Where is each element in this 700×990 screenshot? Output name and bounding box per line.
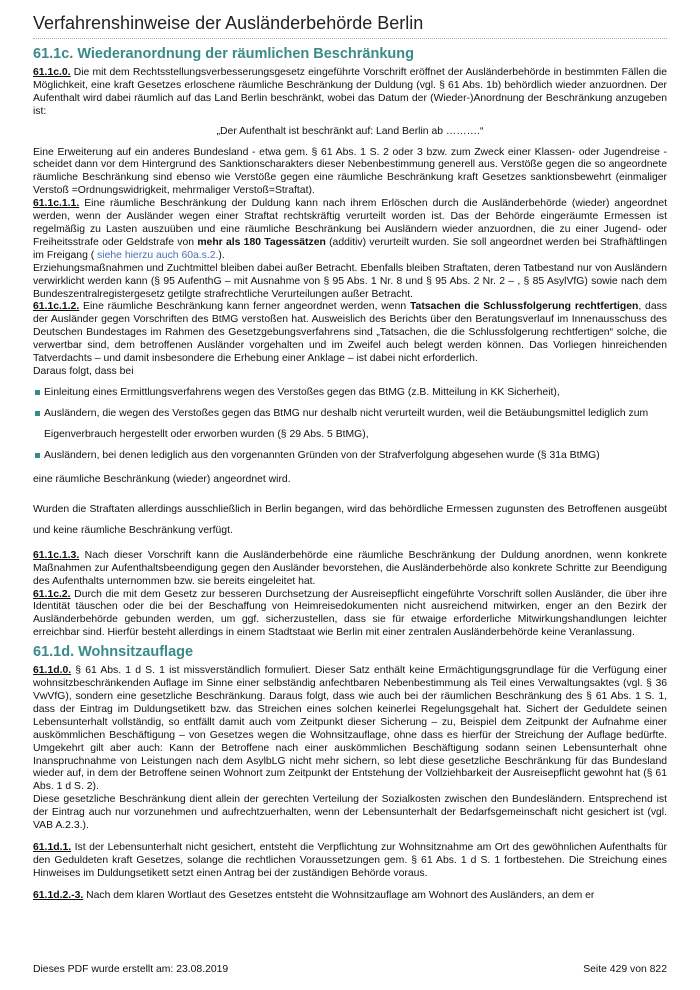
square-bullet-icon (35, 390, 40, 395)
list-item: Ausländern, die wegen des Verstoßes gegen das BtMG nur deshalb nicht verurteilt wurden, weil die Betäubungsmittel lediglich zum Eigenverbrauch hergestellt oder erworben wurden (§ 29 Abs. 5 BtMG), (33, 403, 667, 445)
paragraph-ref: 61.1c.1.1. (33, 198, 80, 210)
section-heading-61-1d: 61.1d. Wohnsitzauflage (33, 644, 194, 661)
cross-reference-link[interactable]: siehe hierzu auch 60a.s.2. (97, 249, 219, 261)
paragraph-text: (additiv) verurteilt wurden. Sie soll angeordnet werden bei Strafhäftlingen im Freigang ( (33, 236, 667, 261)
paragraph-ref: 61.1c.0. (33, 67, 71, 78)
list-item: Ausländern, bei denen lediglich aus den vorgenannten Gründen von der Strafverfolgung abgesehen wurde (§ 31a BtMG) (33, 445, 667, 466)
creation-date: Dieses PDF wurde erstellt am: 23.08.2019 (33, 964, 229, 975)
paragraph-61-1c-1-1 (33, 198, 667, 263)
paragraph-text: Die mit dem Rechtsstellungsverbesserungsgesetz eingeführte Vorschrift eröffnet der Ausländerbehörde in bestimmten Fällen die Möglichkeit, eine kraft Gesetzes erloschene räumliche Beschränkung der Duldung (vgl. § 61 Abs. 1b) behördlich wieder anzuordnen. Der Aufenthalt wird dabei räumlich auf das Land Berlin beschränkt, wobei das Datum der (Wieder-)Anordnung der Beschränkung anzugeben ist: (33, 67, 667, 117)
document-title: Verfahrenshinweise der Ausländerbehörde Berlin (33, 13, 424, 33)
paragraph-61-1d-1 (33, 842, 667, 881)
page-footer (33, 964, 667, 975)
page-number: Seite 429 von 822 (583, 964, 667, 975)
paragraph-text: ). (218, 249, 225, 261)
paragraph-text: , dass der Ausländer gegen Vorschriften des BtMG verstoßen hat. Ausweislich des Berichts über den Beratungsverlauf im Innenausschuss des Deutschen Bundestages im Rahmen des Gesetzgebungsverfahrens sind „Tatsachen, die die Schlussfolgerung rechtfertigen“ solche, die verwertbar sind, dem betroffenen Ausländer vorgehalten und im Zweifel auch belegt werden können. Das Vorliegen hinreichenden Tatverdachts – und damit insbesondere die Erhebung einer Anklage – ist dabei nicht erforderlich. (33, 301, 668, 365)
paragraph-text: Durch die mit dem Gesetz zur besseren Durchsetzung der Ausreisepflicht eingeführte Vorschrift sollen Ausländer, die über ihre Identität täuschen oder die bei der Beschaffung von Heimreisedokumenten nicht ausreichend mitwirken, enger an den Bezirk der Ausländerbehörde gebunden werden, um ggf. sicherzustellen, dass sie für etwaige erforderliche Mitwirkungshandlungen leichter erreichbar sind. Hierfür besteht allerdings in einem Stadtstaat wie Berlin mit einer zentralen Ausländerbehörde keine Veranlassung. (33, 588, 667, 639)
paragraph-daraus-folgt: Daraus folgt, dass bei (33, 365, 134, 377)
quote-line: „Der Aufenthalt ist beschränkt auf: Land Berlin ab ……….“ (216, 125, 484, 137)
paragraph-text: Ist der Lebensunterhalt nicht gesichert, entsteht die Verpflichtung zur Wohnsitznahme am Ort des gewöhnlichen Aufenthalts für den Geduldeten kraft Gesetzes, solange die rechtlichen Voraussetzungen gem. § 61 Abs. 1 d S. 1 fortbestehen. Die Streichung eines Hinweises im Duldungsetikett setzt einen Antrag bei der zuständigen Behörde voraus. (33, 841, 667, 879)
paragraph-61-1c-1-3 (33, 550, 667, 589)
paragraph-text: Eine räumliche Beschränkung kann ferner angeordnet werden, wenn (79, 301, 410, 313)
bold-text: mehr als 180 Tagessätzen (197, 236, 326, 248)
paragraph-ref: 61.1d.2.-3. (33, 889, 84, 901)
paragraph-erweiterung: Eine Erweiterung auf ein anderes Bundesland - etwa gem. § 61 Abs. 1 S. 2 oder 3 bzw. zum Zweck einer Klassen- oder Jugendreise - scheidet dann vor dem Hintergrund des Sanktionscharakters dieser Nebenbestimmung generell aus. Verstöße gegen die so angeordnete räumliche Beschränkung sind ebenso wie Verstöße gegen eine räumliche Beschränkung kraft Gesetzes sanktionsbewehrt (einmaliger Verstoß =Ordnungswidrigkeit, mehrmaliger Verstoß=Straftat). (33, 146, 667, 197)
bullet-list (33, 382, 667, 466)
paragraph-ref: 61.1c.2. (33, 588, 71, 600)
paragraph-text: Nach dieser Vorschrift kann die Ausländerbehörde eine räumliche Beschränkung der Duldung anordnen, wenn konkrete Maßnahmen zur Aufenthaltsbeendigung gegen den Ausländer bevorstehen, die Ausländerbehörde also konkrete Schritte zur Beendigung des Aufenthalts unternommen bzw. sie bereits eingeleitet hat. (33, 549, 667, 587)
paragraph-ref: 61.1d.1. (33, 841, 72, 853)
paragraph-61-1c-0 (33, 67, 667, 119)
section-heading-61-1c: 61.1c. Wiederanordnung der räumlichen Beschränkung (33, 46, 414, 62)
paragraph-61-1d-0 (33, 665, 667, 794)
paragraph-anordnung: eine räumliche Beschränkung (wieder) angeordnet wird. (33, 473, 291, 485)
paragraph-61-1d-2-3 (33, 890, 667, 903)
paragraph-text: Nach dem klaren Wortlaut des Gesetzes entsteht die Wohnsitzauflage am Wohnort des Ausländers, an dem er (83, 889, 595, 901)
paragraph-61-1c-2 (33, 589, 667, 641)
square-bullet-icon (35, 453, 40, 458)
list-item: Einleitung eines Ermittlungsverfahrens wegen des Verstoßes gegen das BtMG (z.B. Mitteilung in KK Sicherheit), (33, 382, 667, 403)
paragraph-berlin-straftaten: Wurden die Straftaten allerdings ausschließlich in Berlin begangen, wird das behördliche Ermessen zugunsten des Betroffenen ausgeübt und keine räumliche Beschränkung verfügt. (33, 503, 667, 536)
bold-text: Tatsachen die Schlussfolgerung rechtfertigen (409, 301, 639, 313)
paragraph-erziehungsmassnahmen: Erziehungsmaßnahmen und Zuchtmittel bleiben dabei außer Betracht. Ebenfalls bleiben Straftaten, deren Tatbestand nur von Ausländern verwirklicht werden kann (§ 95 AufenthG – mit Ausnahme von § 95 Abs. 1 Nr. 8 und § 95 Abs. 2 Nr. 2 – , § 85 AsylVfG) sowie nach dem Bundeszentralregistergesetz getilgte strafrechtliche Verurteilungen außer Betracht. (33, 262, 667, 300)
square-bullet-icon (35, 411, 40, 416)
paragraph-ref: 61.1c.1.2. (33, 301, 80, 313)
paragraph-text: Eine räumliche Beschränkung der Duldung kann nach ihrem Erlöschen durch die Ausländerbehörde (wieder) angeordnet werden, wenn der Ausländer wegen einer Straftat rechtskräftig verurteilt worden ist. Das der Behörde eingeräumte Ermessen ist regelmäßig zu Lasten auszuüben und eine räumliche Beschränkung bei Ausländern wieder anzuordnen, die zu einer Jugend- oder Freiheitsstrafe oder Geldstrafe von (33, 198, 667, 248)
title-divider (33, 38, 667, 39)
paragraph-text: § 61 Abs. 1 d S. 1 ist missverständlich formuliert. Dieser Satz enthält keine Ermächtigungsgrundlage für die Verfügung einer wohnsitzbeschränkenden Auflage im Sinne einer selbständig anfechtbaren Nebenbestimmung als Teil eines Verwaltungsaktes (vgl. § 36 VwVfG), sondern eine gesetzliche Beschränkung. Daraus folgt, dass wie auch bei der räumlichen Beschränkung des § 61 Abs. 1 S. 1, dass der Eintrag im Duldungsetikett bzw. das Streichen eines solchen keinerlei Regelungsgehalt hat. Sichert der Geduldete seinen Lebensunterhalt vollständig, so entfällt damit auch vom Zeitpunkt dieser Sicherung – zu, Beispiel dem Zeitpunkt der Aufnahme einer auskömmlichen Beschäftigung – von Gesetzes wegen die Wohnsitzauflage, ohne dass es hierfür der Streichung der Auflage bedürfte. Umgekehrt gilt aber auch: Kann der Betroffene nach einer auskömmlichen Beschäftigung sodann seinen Lebensunterhalt ohne Inanspruchnahme von Leistungen nach dem AsylbLG nicht mehr sichern, so lebt diese gesetzliche Beschränkung für das Bundesland wieder auf, in dem der Betroffene seinen Wohnort zum Zeitpunkt der Entstehung der Vollziehbarkeit der Ausreisepflicht gewohnt hat (§ 61 Abs. 1 d S. 2). (33, 665, 667, 793)
paragraph-ref: 61.1c.1.3. (33, 549, 80, 561)
paragraph-61-1c-1-2 (33, 301, 667, 366)
paragraph-sozialkosten: Diese gesetzliche Beschränkung dient allein der gerechten Verteilung der Sozialkosten zwischen den Bundesländern. Entsprechend ist der Eintrag auch nur vorzunehmen und aufrechtzuerhalten, wenn der Lebensunterhalt der Bedarfsgemeinschaft nicht gesichert ist (vgl. VAB A.2.3.). (33, 794, 667, 832)
paragraph-ref: 61.1d.0. (33, 665, 72, 677)
